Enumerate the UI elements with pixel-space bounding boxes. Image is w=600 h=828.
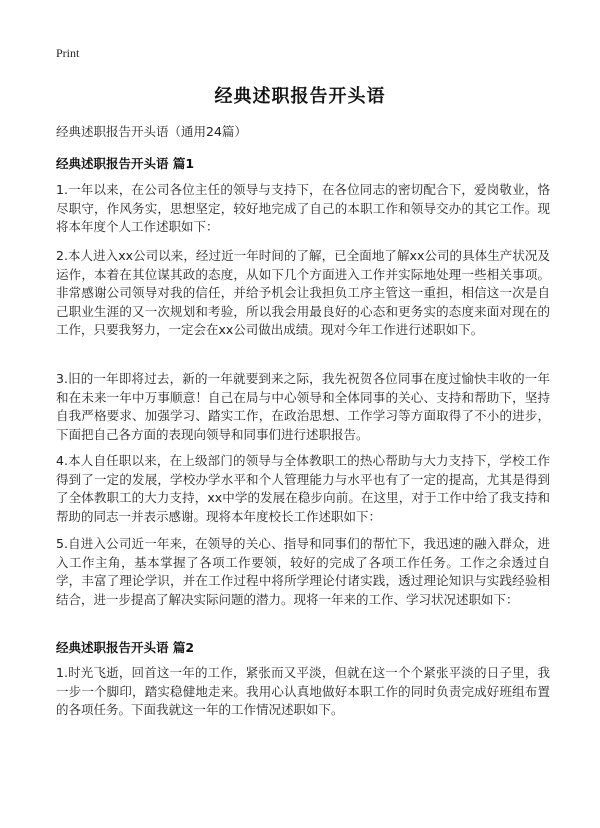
print-label: Print [56,46,80,60]
paragraph: 1.时光飞逝，回首这一年的工作，紧张而又平淡，但就在这一个个紧张平淡的日子里，我一步一个脚印，踏实稳健地走来。我用心认真地做好本职工作的同时负责完成好班组布置的各项任务。下面我就这一年的工作情况述职如下。 [56,665,550,718]
paragraph: 5.自进入公司近一年来，在领导的关心、指导和同事们的帮忙下，我迅速的融入群众，进入工作主角，基本掌握了各项工作要领，较好的完成了各项工作任务。工作之余透过自学，丰富了理论学识，并在工作过程中将所学理论付诸实践，透过理论知识与实践经验相结合，进一步提高了解决实际问题的潜力。现将一年来的工作、学习状况述职如下： [56,536,550,607]
paragraph: 2.本人进入xx公司以来，经过近一年时间的了解，已全面地了解xx公司的具体生产状况及运作，本着在其位谋其政的态度，从如下几个方面进入工作并实际地处理一些相关事项。非常感谢公司领导对我的信任，并给予机会让我担负工序主管这一重担，相信这一次是自己职业生涯的又一次规划和考验，所以我会用最良好的心态和更务实的态度来面对现在的工作，只要我努力，一定会在xx公司做出成绩。现对今年工作进行述职如下。 [56,248,550,338]
paragraph: 4.本人自任职以来，在上级部门的领导与全体教职工的热心帮助与大力支持下，学校工作得到了一定的发展，学校办学水平和个人管理能力与水平也有了一定的提高，尤其是得到了全体教职工的大力支持，xx中学的发展在稳步向前。在这里，对于工作中给了我支持和帮助的同志一并表示感谢。现将本年度校长工作述职如下： [56,453,550,524]
paragraph: 1.一年以来，在公司各位主任的领导与支持下，在各位同志的密切配合下，爱岗敬业，恪尽职守，作风务实，思想坚定，较好地完成了自己的本职工作和领导交办的其它工作。现将本年度个人工作述职如下： [56,182,550,235]
subtitle: 经典述职报告开头语（通用24篇） [56,124,247,139]
section-heading: 经典述职报告开头语 篇1 [56,156,195,171]
paragraph: 3.旧的一年即将过去，新的一年就要到来之际，我先祝贺各位同事在度过愉快丰收的一年和在未来一年中万事顺意！自己在局与中心领导和全体同事的关心、支持和帮助下，坚持自我严格要求、加强学习、踏实工作，在政治思想、工作学习等方面取得了不小的进步，下面把自己各方面的表现向领导和同事们进行述职报告。 [56,371,550,442]
page-title: 经典述职报告开头语 [214,86,386,107]
section-heading: 经典述职报告开头语 篇2 [56,640,195,655]
